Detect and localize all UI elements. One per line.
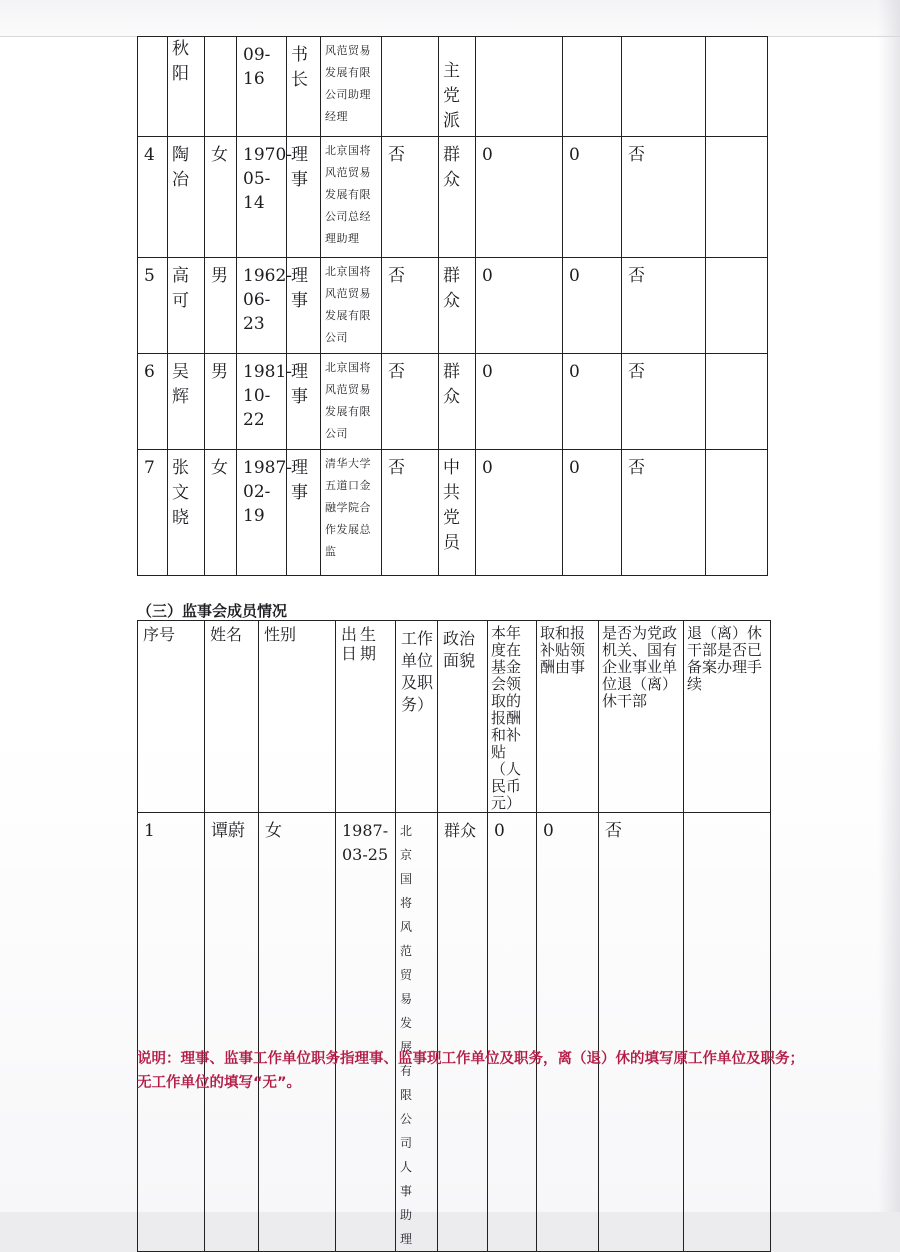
supervisor-work: 北京国将风范贸易发展有限公司人事助理 [396, 813, 438, 1252]
member-birth: 1981-10-22 [237, 354, 287, 450]
member-political: 群众 [439, 137, 476, 258]
empty-cell [706, 258, 768, 354]
member-gender [205, 37, 237, 137]
member-position: 理事 [287, 354, 321, 450]
row-number: 7 [138, 450, 168, 576]
supervisor-name: 谭蔚 [205, 813, 259, 1252]
member-pay: 0 [476, 137, 563, 258]
member-birth: 09-16 [237, 37, 287, 137]
explanation-note: 说明：理事、监事工作单位职务指理事、监事现工作单位及职务，离（退）休的填写原工作单位及职务；无工作单位的填写“无”。 [137, 1051, 804, 1091]
member-gender: 男 [205, 354, 237, 450]
supervisor-birth: 1987-03-25 [336, 813, 396, 1252]
member-pay: 0 [476, 258, 563, 354]
member-retired: 否 [622, 258, 706, 354]
member-work: 北京国将风范贸易发展有限公司 [321, 258, 382, 354]
member-work: 风范贸易发展有限公司助理经理 [321, 37, 382, 137]
member-pay: 0 [476, 354, 563, 450]
member-subsidy: 0 [563, 450, 622, 576]
member-political: 群众 [439, 354, 476, 450]
member-gender: 女 [205, 137, 237, 258]
empty-cell [706, 37, 768, 137]
member-pay [476, 37, 563, 137]
member-gender: 女 [205, 450, 237, 576]
member-political: 群众 [439, 258, 476, 354]
member-subsidy: 0 [563, 354, 622, 450]
header-subsidy: 取和报补贴领酬由事 [537, 621, 599, 813]
board-members-table [137, 36, 768, 576]
header-work: 工作单位及职务） [396, 621, 438, 813]
member-birth: 1962-06-23 [237, 258, 287, 354]
table-row [138, 258, 768, 354]
supervisor-pay: 0 [488, 813, 537, 1252]
member-work: 北京国将风范贸易发展有限公司总经理助理 [321, 137, 382, 258]
header-retired: 退（离）休干部是否已备案办理手续 [684, 621, 771, 813]
member-political: 主党派 [439, 37, 476, 137]
member-official: 否 [382, 258, 439, 354]
member-work: 清华大学五道口金融学院合作发展总监 [321, 450, 382, 576]
empty-cell [706, 354, 768, 450]
table-row [138, 450, 768, 576]
header-pay: 本年度在基金会领取的报酬和补贴（人民币元） [488, 621, 537, 813]
supervisor-political: 群众 [438, 813, 488, 1252]
member-pay: 0 [476, 450, 563, 576]
member-name: 秋阳 [168, 37, 205, 137]
row-number: 5 [138, 258, 168, 354]
member-position: 书长 [287, 37, 321, 137]
member-birth: 1987-02-19 [237, 450, 287, 576]
member-name: 高可 [168, 258, 205, 354]
table-header-row [138, 621, 771, 813]
member-official: 否 [382, 137, 439, 258]
header-name: 姓名 [205, 621, 259, 813]
member-position: 理事 [287, 258, 321, 354]
table-row [138, 37, 768, 137]
supervisor-retired [684, 813, 771, 1252]
empty-cell [706, 450, 768, 576]
header-official: 是否为党政机关、国有企业事业单位退（离）休干部 [599, 621, 684, 813]
header-gender: 性别 [259, 621, 336, 813]
member-retired: 否 [622, 354, 706, 450]
table-row [138, 813, 771, 1252]
header-birth: 出生日期 [336, 621, 396, 813]
member-official [382, 37, 439, 137]
member-name: 陶冶 [168, 137, 205, 258]
supervisor-num: 1 [138, 813, 205, 1252]
member-position: 理事 [287, 450, 321, 576]
member-retired: 否 [622, 450, 706, 576]
member-official: 否 [382, 354, 439, 450]
member-gender: 男 [205, 258, 237, 354]
header-num: 序号 [138, 621, 205, 813]
supervisor-official: 否 [599, 813, 684, 1252]
row-number: 4 [138, 137, 168, 258]
member-position: 理事 [287, 137, 321, 258]
page-edge-shadow [878, 0, 900, 1212]
section-title: （三）监事会成员情况 [137, 602, 288, 620]
header-political: 政治面貌 [438, 621, 488, 813]
page-fold [0, 0, 900, 37]
member-birth: 1970-05-14 [237, 137, 287, 258]
member-subsidy [563, 37, 622, 137]
member-work: 北京国将风范贸易发展有限公司 [321, 354, 382, 450]
supervisor-gender: 女 [259, 813, 336, 1252]
table-row [138, 354, 768, 450]
member-retired: 否 [622, 137, 706, 258]
empty-cell [706, 137, 768, 258]
member-name: 吴辉 [168, 354, 205, 450]
member-political: 中共党员 [439, 450, 476, 576]
member-subsidy: 0 [563, 137, 622, 258]
row-number [138, 37, 168, 137]
supervisors-table [137, 620, 771, 1252]
member-subsidy: 0 [563, 258, 622, 354]
member-official: 否 [382, 450, 439, 576]
row-number: 6 [138, 354, 168, 450]
supervisor-subsidy: 0 [537, 813, 599, 1252]
member-name: 张文晓 [168, 450, 205, 576]
table-row [138, 137, 768, 258]
member-retired [622, 37, 706, 137]
